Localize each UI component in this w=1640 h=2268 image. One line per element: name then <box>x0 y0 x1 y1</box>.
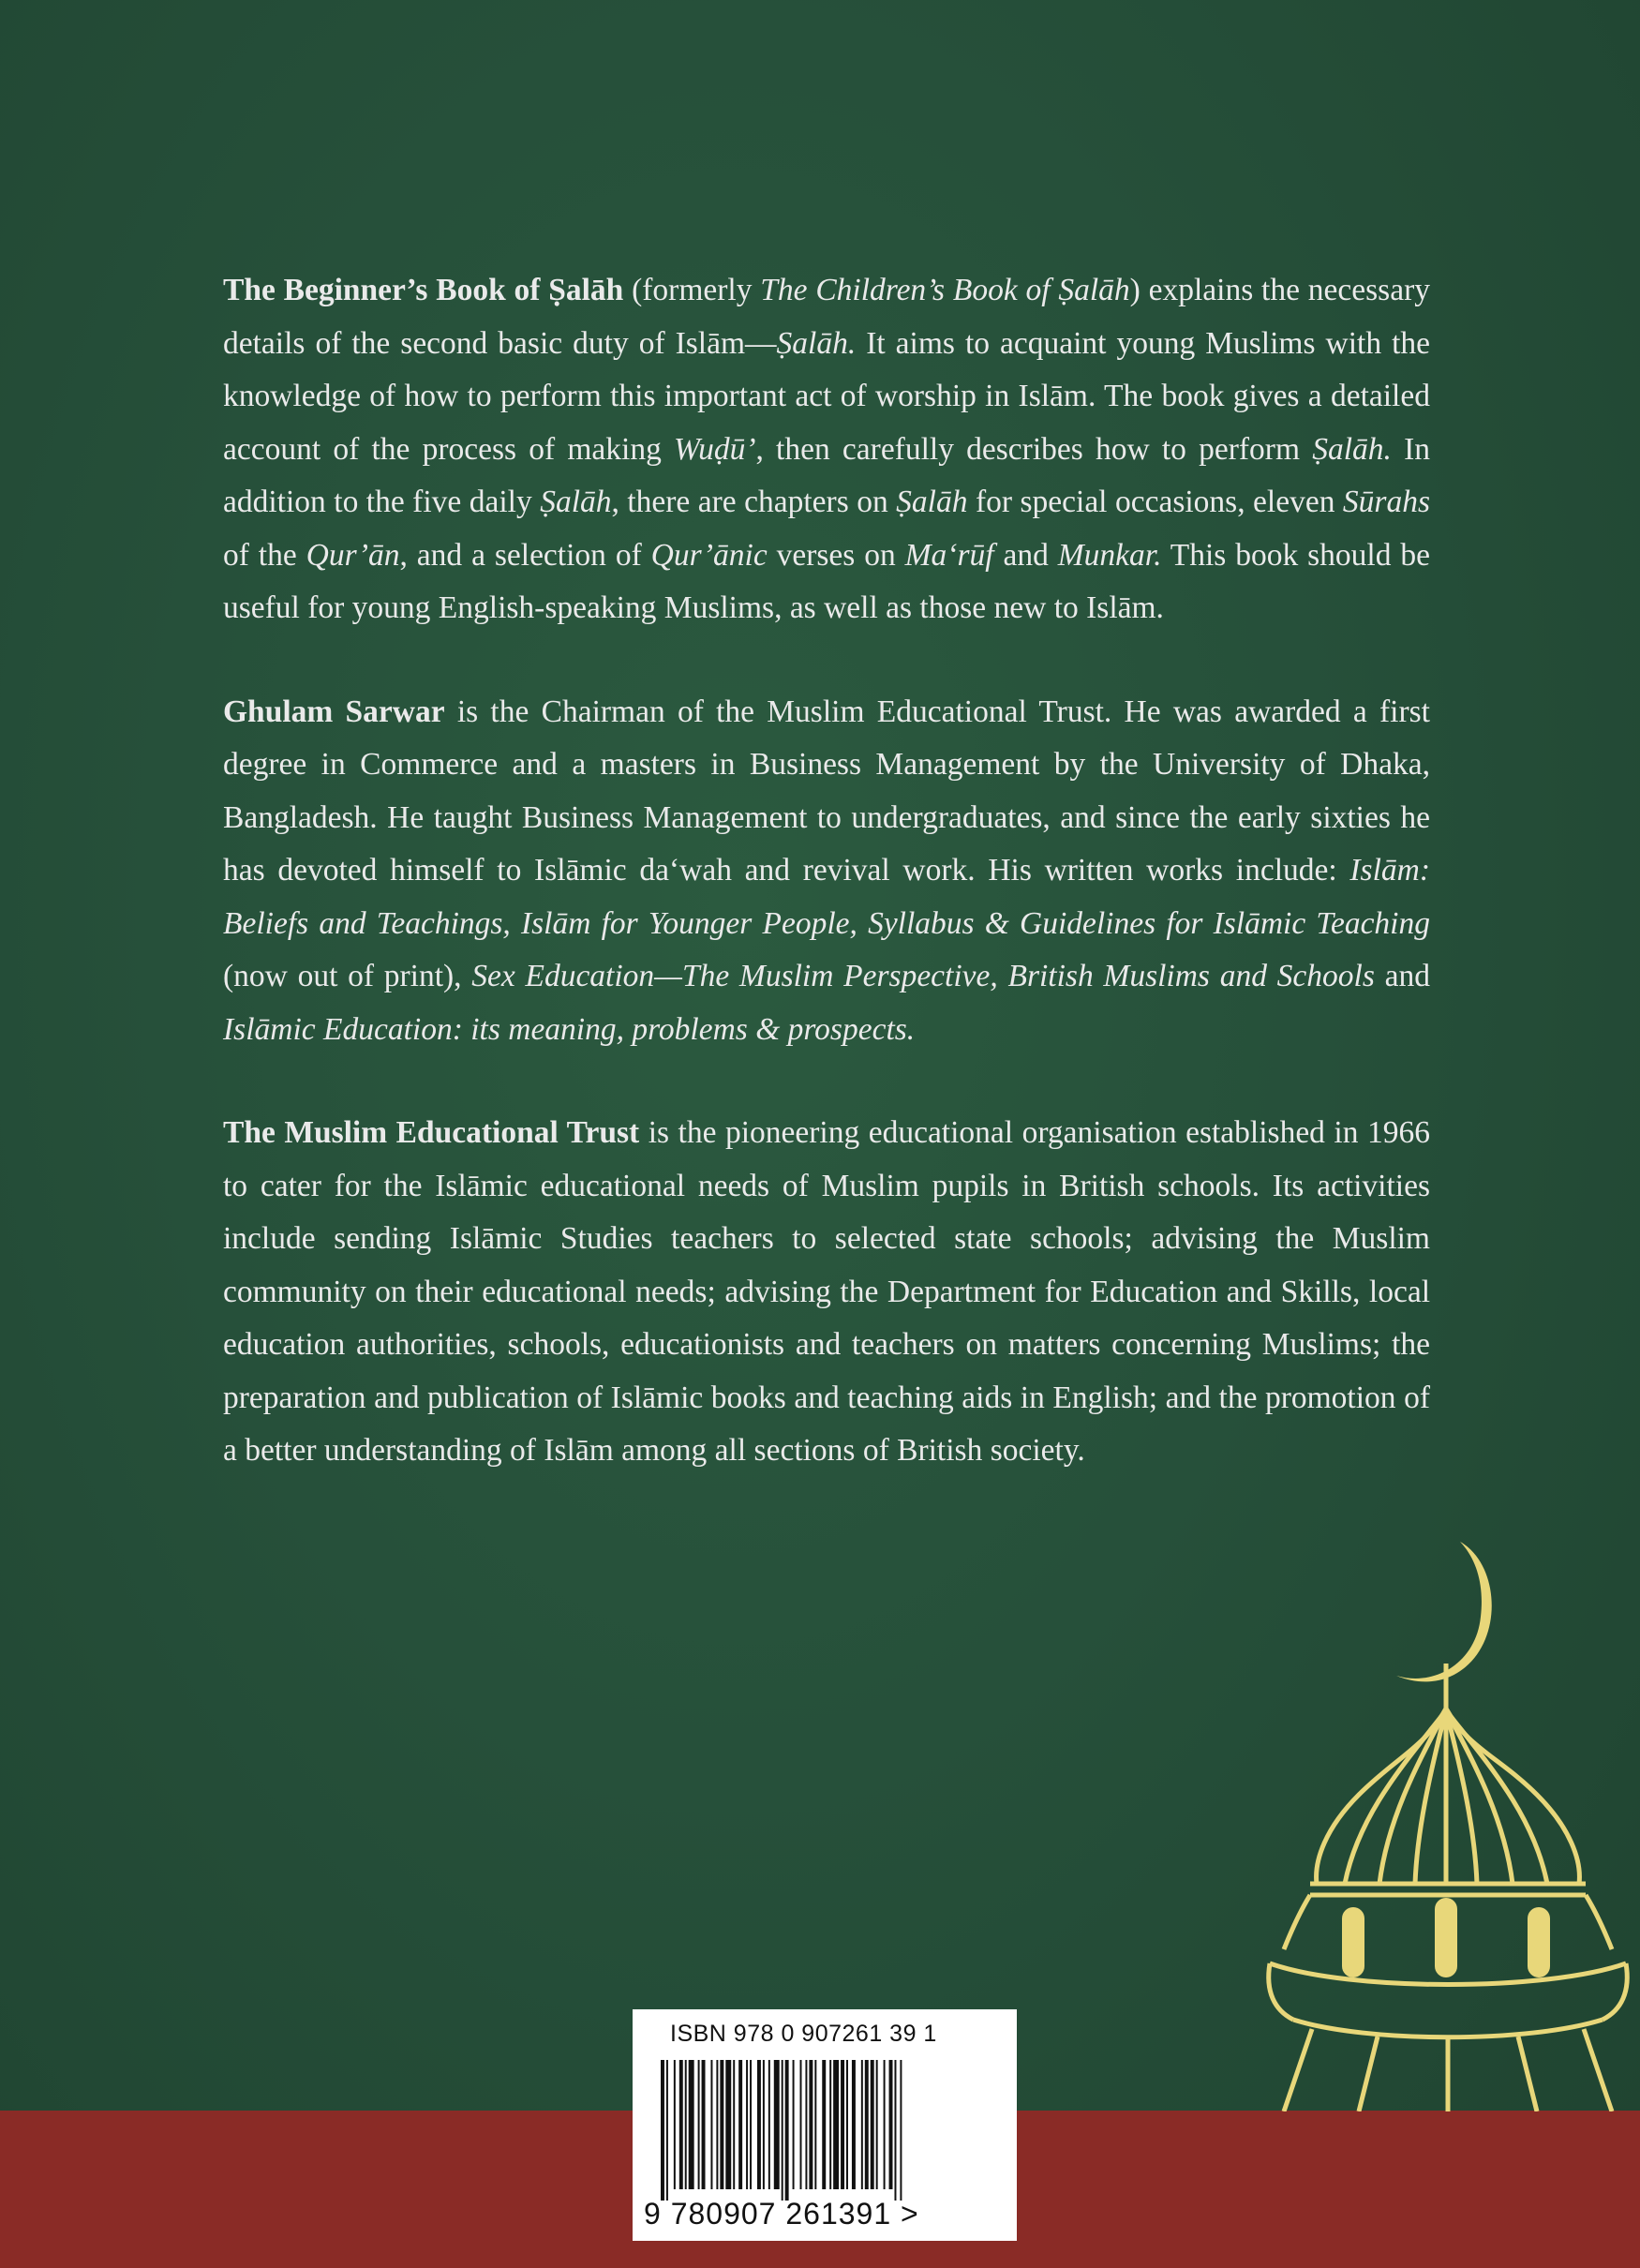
barcode-bar <box>876 2060 878 2189</box>
barcode-bar <box>871 2060 874 2189</box>
text-segment: The Children’s Book of Ṣalāh <box>760 273 1130 307</box>
text-segment: Sex Education—The Muslim Perspective, British Muslims and Schools <box>471 959 1375 993</box>
barcode-bar <box>865 2060 869 2189</box>
barcode-bar <box>738 2060 742 2189</box>
barcode-bar <box>702 2060 706 2189</box>
publisher-description-paragraph <box>223 1107 1430 1478</box>
barcode-bar <box>894 2060 896 2201</box>
barcode-bar <box>861 2060 863 2189</box>
text-segment: and <box>993 537 1058 573</box>
barcode-bar <box>809 2060 813 2189</box>
barcode-bar <box>679 2060 683 2189</box>
book-description-paragraph <box>223 264 1430 635</box>
barcode-bar <box>889 2060 893 2189</box>
text-segment: Islāmic Education: its meaning, problems & prospects. <box>223 1011 916 1047</box>
text-segment: ) explains the necessary details of the second basic duty of Islām— <box>223 273 1430 361</box>
text-segment: Qur’ānic <box>650 537 768 573</box>
barcode-bar <box>750 2060 752 2189</box>
barcode-bar <box>725 2060 731 2189</box>
blurb-text <box>223 264 1430 1529</box>
barcode-bar <box>814 2060 816 2189</box>
barcode-bar <box>800 2060 802 2189</box>
text-segment: Ṣalāh. <box>776 325 857 361</box>
text-segment: , and a selection of <box>399 537 651 573</box>
barcode-bar <box>757 2060 761 2189</box>
barcode-bar <box>846 2060 848 2189</box>
barcode-bar <box>720 2060 723 2189</box>
text-segment: , then carefully describes how to perform <box>755 431 1313 467</box>
text-segment: verses on <box>767 537 905 573</box>
barcode-bar <box>685 2060 687 2189</box>
barcode-bar <box>852 2060 856 2189</box>
text-segment: Qur’ān <box>306 537 400 573</box>
barcode-bar <box>833 2060 839 2189</box>
barcode-bar <box>829 2060 831 2189</box>
text-segment: of the <box>223 537 306 573</box>
barcode-bar <box>689 2060 694 2189</box>
barcode-bar <box>698 2060 700 2189</box>
text-segment: Islām: Beliefs and Teachings, Islām for Younger People, Syllabus & Guidelines for Islāmic Teaching <box>223 853 1430 941</box>
barcode-bar <box>768 2060 770 2189</box>
text-segment: Wuḍū’ <box>674 431 756 467</box>
text-segment: is the Chairman of the Muslim Educational Trust. He was awarded a first degree in Commerce and a masters in Business Management by the University of Dhaka, Bangladesh. He taught Business Management to undergraduates, and since the early sixties he has devoted himself to Islāmic da‘wah and revival work. His written works include: <box>223 694 1430 888</box>
text-segment: , there are chapters on <box>611 485 897 519</box>
text-segment: The Muslim Educational Trust <box>223 1115 640 1150</box>
barcode-bar <box>793 2060 795 2189</box>
text-segment: The Beginner’s Book of Ṣalāh <box>223 273 624 307</box>
text-segment: Munkar. <box>1057 537 1162 573</box>
mosque-dome-crescent-icon <box>1256 1523 1640 2111</box>
text-segment: for special occasions, eleven <box>967 485 1343 519</box>
barcode-bar <box>666 2060 668 2201</box>
barcode-bar <box>884 2060 886 2189</box>
text-segment: This book should be useful for young English-speaking Muslims, as well as those new to Islām. <box>223 537 1430 625</box>
text-segment: It aims to acquaint young Muslims with the knowledge of how to perform this important act of worship in Islām. The book gives a detailed account of the process of making <box>223 325 1430 467</box>
barcode-bar <box>674 2060 676 2189</box>
barcode-bar <box>733 2060 735 2189</box>
barcode-bar <box>716 2060 718 2189</box>
barcode-bar <box>746 2060 748 2189</box>
barcode-bar <box>822 2060 826 2189</box>
barcode-bar <box>841 2060 844 2189</box>
text-segment: Ghulam Sarwar <box>223 694 445 729</box>
barcode-bar <box>763 2060 765 2189</box>
text-segment: Ṣalāh <box>540 485 612 519</box>
barcode-bar <box>710 2060 712 2189</box>
text-segment: and <box>1374 959 1430 993</box>
barcode-bar <box>774 2060 780 2189</box>
barcode-bar <box>900 2060 902 2201</box>
isbn-barcode <box>633 2009 1017 2241</box>
text-segment: Sūrahs <box>1342 485 1430 519</box>
barcode-bar <box>805 2060 807 2189</box>
text-segment: (formerly <box>623 273 761 307</box>
author-bio-paragraph <box>223 686 1430 1057</box>
barcode-bars <box>651 2060 998 2201</box>
text-segment: Ṣalāh. <box>1312 431 1392 467</box>
barcode-digits: 9 780907 261391 > <box>644 2197 919 2231</box>
barcode-bar <box>661 2060 664 2201</box>
text-segment: In addition to the five daily <box>223 431 1431 519</box>
barcode-bar <box>782 2060 783 2201</box>
isbn-label: ISBN 978 0 907261 39 1 <box>670 2021 937 2047</box>
text-segment: (now out of print), <box>223 959 472 993</box>
text-segment: Ma‘rūf <box>904 537 994 573</box>
text-segment: is the pioneering educational organisation established in 1966 to cater for the Islāmic educational needs of Muslim pupils in British schools. Its activities include sending Islāmic Studies teachers to selected state schools; advising the Muslim community on their educational needs; advising the Department for Education and Skills, local education authorities, schools, educationists and teachers on matters concerning Muslims; the preparation and publication of Islāmic books and teaching aids in English; and the promotion of a better understanding of Islām among all sections of British society. <box>223 1115 1430 1468</box>
barcode-bar <box>785 2060 789 2201</box>
text-segment: Ṣalāh <box>896 485 968 519</box>
